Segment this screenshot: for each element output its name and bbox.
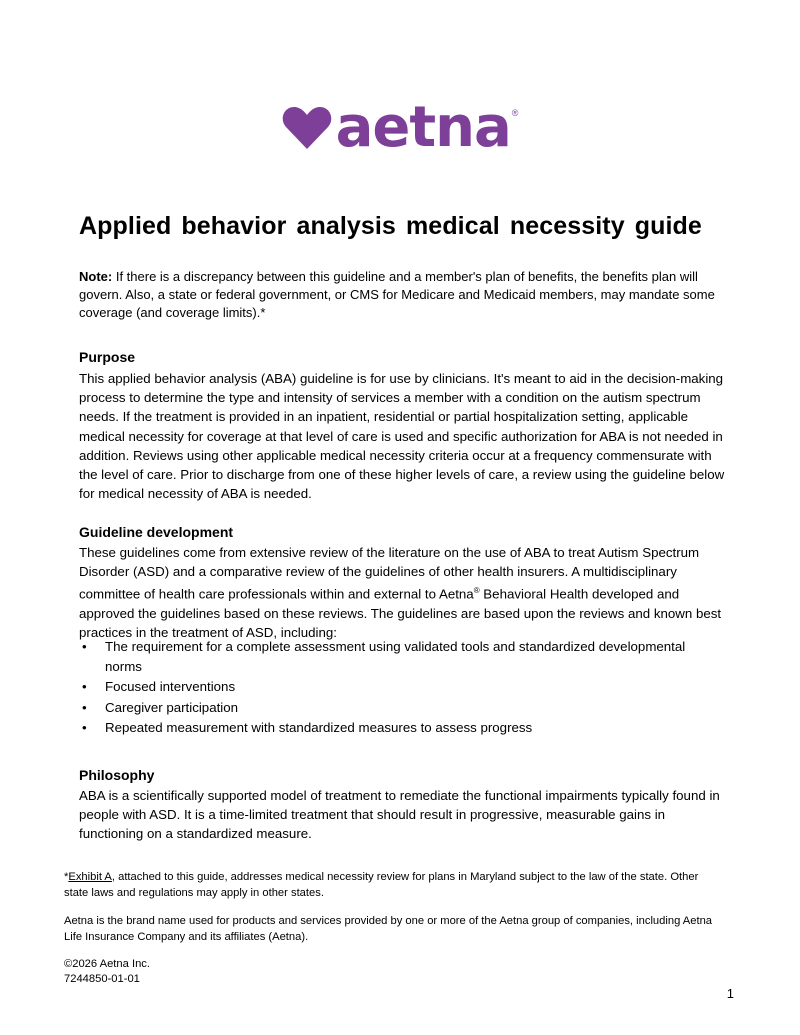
aetna-logo — [0, 95, 800, 160]
guideline-text — [79, 543, 729, 642]
logo-registered-mark: ® — [511, 108, 519, 118]
list-item-text: Caregiver participation — [105, 699, 239, 715]
exhibit-a-link[interactable]: Exhibit A — [68, 871, 112, 883]
purpose-text: This applied behavior analysis (ABA) guideline is for use by clinicians. It's meant to aid in the decision-making process to determine the type and intensity of services a member with a condition on the autism spectrum needs. If the treatment is provided in an inpatient, residential or partial hospitalization setting, applicable medical necessity for coverage at that level of care is used and specific authorization for ABA is not needed in addition. Reviews using other applicable medical necessity criteria occur at a frequency commensurate with the level of care. Prior to discharge from one of these higher levels of care, a review using the guideline below for medical necessity of ABA is needed. — [79, 371, 725, 502]
exhibit-footnote — [64, 870, 724, 901]
list-item — [79, 637, 719, 676]
purpose-heading: Purpose — [79, 349, 136, 365]
footnote-asterisk: * — [64, 871, 69, 883]
guideline-text-after: Behavioral Health developed and approved the guidelines based on these reviews. The guidelines are based upon the reviews and known best practices in the treatment of ASD, including: — [79, 586, 722, 641]
note-paragraph — [79, 268, 729, 322]
bullet-icon: • — [82, 679, 87, 694]
brand-footnote: Aetna is the brand name used for products and services provided by one or more of the Aetna group of companies, including Aetna Life Insurance Company and its affiliates (Aetna). — [64, 915, 713, 943]
best-practices-list — [79, 637, 719, 739]
bullet-icon: • — [82, 720, 87, 735]
bullet-icon: • — [82, 699, 87, 715]
registered-mark: ® — [473, 586, 480, 596]
list-item — [79, 677, 719, 697]
list-item — [79, 718, 719, 738]
guideline-text-before: These guidelines come from extensive review of the literature on the use of ABA to treat Autism Spectrum Disorder (ASD) and a comparative review of the guidelines of other health insurers. A multidisciplinary committee of health care professionals within and external to Aetna — [79, 545, 700, 602]
note-label: Note: — [79, 269, 113, 284]
list-item-text: The requirement for a complete assessment using validated tools and standardized developmental norms — [105, 639, 686, 674]
list-item — [79, 698, 719, 718]
page-number: 1 — [726, 986, 734, 1001]
logo-wordmark: aetna — [335, 95, 511, 160]
guideline-heading: Guideline development — [79, 524, 234, 540]
list-item-text: Focused interventions — [105, 679, 236, 694]
philosophy-heading: Philosophy — [79, 767, 155, 783]
note-text: If there is a discrepancy between this guideline and a member's plan of benefits, the benefits plan will govern. Also, a state or federal government, or CMS for Medicare and Medicaid members, may mandate some coverage (and coverage limits).* — [79, 269, 715, 320]
philosophy-text: ABA is a scientifically supported model of treatment to remediate the functional impairments typically found in people with ASD. It is a time-limited treatment that should result in progressive, measurable gains in functioning on a standardized measure. — [79, 788, 720, 842]
document-code: 7244850-01-01 — [64, 973, 140, 985]
list-item-text: Repeated measurement with standardized measures to assess progress — [105, 720, 533, 735]
copyright: ©2026 Aetna Inc. — [64, 958, 150, 970]
heart-icon — [282, 105, 332, 151]
bullet-icon: • — [82, 639, 87, 654]
page-title: Applied behavior analysis medical necessity guide — [79, 212, 702, 240]
exhibit-text: , attached to this guide, addresses medical necessity review for plans in Maryland subject to the law of the state. Other state laws and regulations may apply in other states. — [64, 871, 699, 899]
